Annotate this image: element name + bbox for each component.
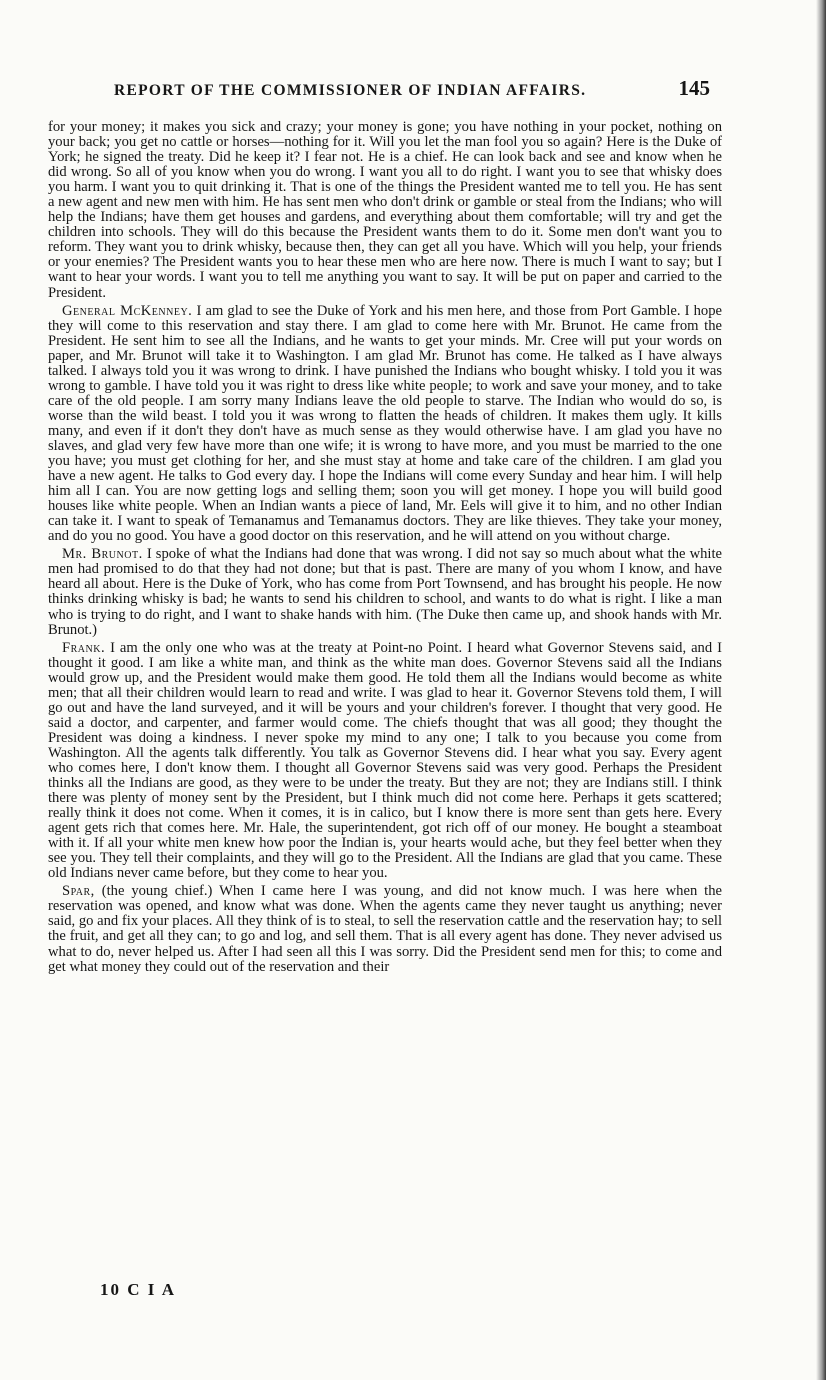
paragraph-frank: Frank. I am the only one who was at the treaty at Point-no Point. I heard what Governor Stevens said, and I thought it good. I am like a white man, and think as the white man does. Governor Stevens said all the Indians would grow up, and the President would make them good. He told them all the Indians would become as white men; that all their children would learn to read and write. I was glad to hear it. Governor Stevens told them, I will go out and have the land surveyed, and it will be yours and your children's forever. I thought that very good. He said a doctor, and carpenter, and farmer would come. The chiefs thought that was all good; they thought the President was doing a kindness. I never spoke my mind to any one; I talk to you because you come from Washington. All the agents talk differently. You talk as Governor Stevens did. I hear what you say. Every agent who comes here, I don't know them. I thought all Governor Stevens said was very good. Perhaps the President thinks all the Indians are good, as they were to be under the treaty. But they are not; they are Indians still. I think there was plenty of money sent by the President, but I think much did not come here. Perhaps it gets scattered; really think it does not come. When it comes, it is in calico, but I know there is more sent than gets here. Every agent gets rich that comes here. Mr. Hale, the superintendent, got rich off of our money. He bought a steamboat with it. If all your white men knew how poor the Indian is, your hearts would ache, but they feel better when they see you. They tell their complaints, and they will go to the President. All the Indians are glad that you came. These old Indians never came before, but they come to hear you. xyxy=(48,639,722,882)
signature-mark: 10 C I A xyxy=(100,1280,176,1299)
page-body xyxy=(48,120,722,978)
page-number: 145 xyxy=(678,76,710,100)
speaker-name: Mr. Brunot. xyxy=(62,546,143,563)
speaker-name: General McKenney. xyxy=(62,302,193,319)
paragraph-continuation: for your money; it makes you sick and crazy; your money is gone; you have nothing in your pocket, nothing on your back; you get no cattle or horses—nothing for it. Will you let the man fool you so again? Here is the Duke of York; he signed the treaty. Did he keep it? I fear not. He is a chief. He can look back and see and know when he did wrong. So all of you know when you do wrong. I want you all to do right. I want you to see that whisky does you harm. I want you to quit drinking it. That is one of the things the President wanted me to tell you. He has sent a new agent and new men with him. He has sent men who don't drink or gamble or steal from the Indians; who will help the Indians; have them get houses and gardens, and everything about them comfortable; will try and get the children into schools. They will do this because the President wants them to do it. Some men don't want you to reform. They want you to drink whisky, because then, they can get all you have. Which will you help, your friends or your enemies? The President wants you to hear these men who are here now. There is much I want to say; but I want to hear your words. I want you to tell me anything you want to say. It will be put on paper and carried to the President. xyxy=(48,119,722,301)
page-header xyxy=(48,76,710,110)
speaker-name: Frank. xyxy=(62,639,106,656)
paragraph-spar: Spar, (the young chief.) When I came here I was young, and did not know much. I was here when the reservation was opened, and know what was done. When the agents came they never taught us anything; never said, go and fix your places. All they think of is to steal, to sell the reservation cattle and the reservation hay; to sell the fruit, and get all they can; to go and log, and sell them. That is all every agent has done. They never advised us what to do, never helped us. After I had seen all this I was sorry. Did the President send men for this; to come and get what money they could out of the reservation and their xyxy=(48,883,722,975)
paragraph-mckenney: General McKenney. I am glad to see the Duke of York and his men here, and those from Port Gamble. I hope they will come to this reservation and stay there. I am glad to come here with Mr. Brunot. He came from the President. He sent him to see all the Indians, and he wants to get your minds. Mr. Cree will put your words on paper, and Mr. Brunot will take it to Washington. I am glad Mr. Brunot has come. He talked as I have always talked. I always told you it was wrong to drink. I have punished the Indians who bought whisky. I told you it was wrong to gamble. I have told you it was right to dress like white people; to work and save your money, and to take care of the old people. I am sorry many Indians leave the old people to starve. The Indian who would do so, is worse than the wild beast. I told you it was wrong to flatten the heads of children. It makes them ugly. It kills many, and even if it don't they don't have as much sense as they would otherwise have. I am glad you have no slaves, and glad very few have more than one wife; it is wrong to have more, and you must be married to the one you have; you must get clothing for her, and she must stay at home and take care of the children. I am glad you have a new agent. He talks to God every day. I hope the Indians will come every Sunday and hear him. I will help him all I can. You are now getting logs and selling them; soon you will get money. I hope you will build good houses like white people. When an Indian wants a piece of land, Mr. Eels will give it to him, and no other Indian can take it. I want to speak of Temanamus and Temanamus doctors. They are like thieves. They take your money, and do you no good. You have a good doctor on this reservation, and he will attend on you without charge. xyxy=(48,302,722,545)
paragraph-brunot: Mr. Brunot. I spoke of what the Indians had done that was wrong. I did not say so much about what the white men had promised to do that they had not done; but that is past. There are many of you whom I know, and have heard all about. Here is the Duke of York, who has come from Port Townsend, and has brought his people. He now thinks drinking whisky is bad; he wants to send his children to school, and wants to do what is right. I like a man who is trying to do right, and I want to shake hands with him. (The Duke then came up, and shook hands with Mr. Brunot.) xyxy=(48,546,722,638)
running-title: REPORT OF THE COMMISSIONER OF INDIAN AFFAIRS. xyxy=(114,82,587,99)
page-edge-shadow xyxy=(816,0,826,1380)
speaker-name: Spar, xyxy=(62,883,95,900)
